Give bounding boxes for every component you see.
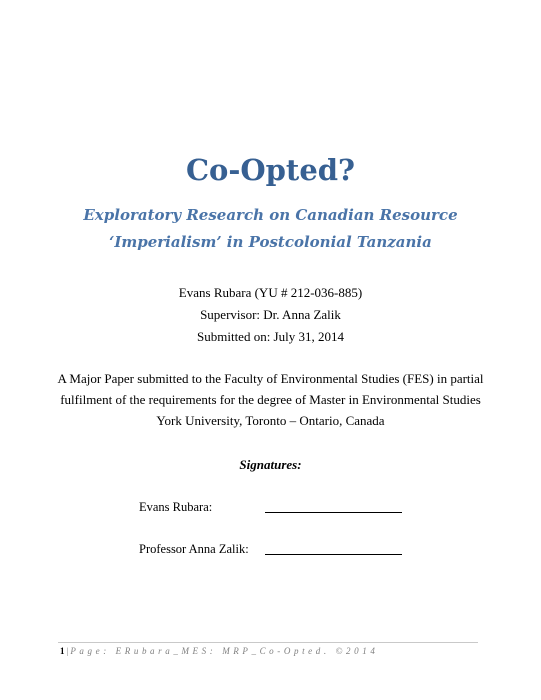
supervisor-line: Supervisor: Dr. Anna Zalik [200, 307, 341, 322]
submission-date-line: Submitted on: July 31, 2014 [197, 329, 344, 344]
signature-line-student [265, 512, 402, 513]
author-line: Evans Rubara (YU # 212-036-885) [178, 285, 363, 300]
document-title: Co-Opted? [185, 153, 356, 187]
document-subtitle-line-2: ‘Imperialism’ in Postcolonial Tanzania [109, 233, 432, 251]
description-line-3: York University, Toronto – Ontario, Canada [156, 413, 385, 428]
footer-separator: | [66, 646, 69, 656]
signature-label-student: Evans Rubara: [139, 500, 213, 514]
signature-line-professor [265, 554, 402, 555]
page-footer [60, 644, 378, 658]
footer-text: Page: ERubara_MES: MRP_Co-Opted. ©2014 [70, 646, 379, 656]
document-subtitle-line-1: Exploratory Research on Canadian Resource [83, 206, 458, 224]
signatures-heading: Signatures: [239, 457, 302, 472]
footer-divider [58, 642, 478, 643]
description-line-1: A Major Paper submitted to the Faculty of Environmental Studies (FES) in partial [57, 371, 484, 386]
signature-label-professor: Professor Anna Zalik: [139, 542, 249, 556]
footer-page-number: 1 [60, 646, 65, 656]
description-line-2: fulfilment of the requirements for the degree of Master in Environmental Studies [60, 392, 481, 407]
